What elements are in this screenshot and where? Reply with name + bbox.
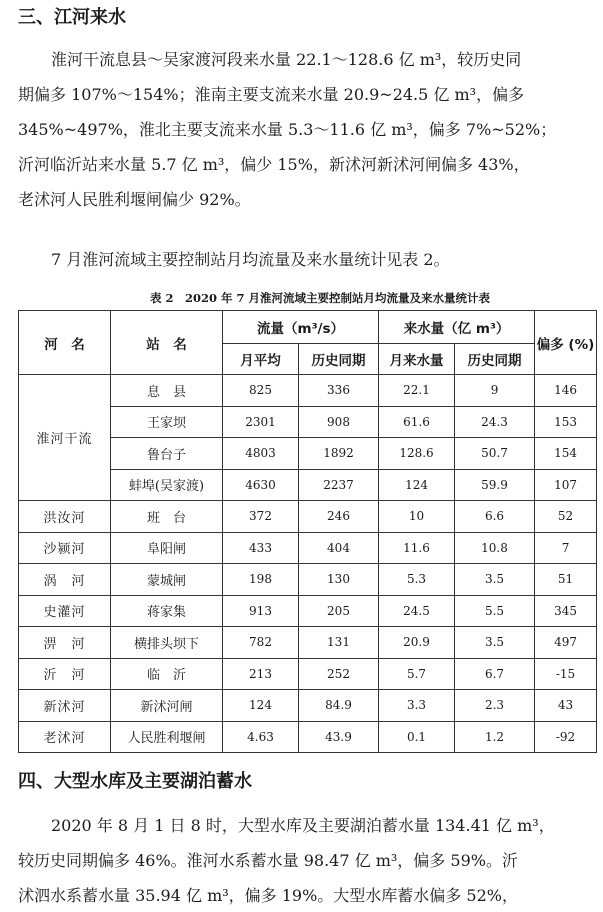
flow-avg-cell: 825: [223, 375, 299, 407]
flow-avg-cell: 913: [223, 595, 299, 627]
table-row: [19, 532, 597, 564]
flow-avg-cell: 124: [223, 690, 299, 722]
deviation-cell: -15: [535, 658, 597, 690]
flow-hist-cell: 908: [299, 406, 379, 438]
flow-avg-cell: 433: [223, 532, 299, 564]
table-row: [19, 564, 597, 596]
deviation-cell: 154: [535, 438, 597, 470]
deviation-cell: -92: [535, 721, 597, 753]
station-cell: 蒙城闸: [111, 564, 223, 596]
flow-avg-cell: 198: [223, 564, 299, 596]
table-header-row: [19, 311, 597, 344]
flow-avg-cell: 4803: [223, 438, 299, 470]
section-4-paragraph: [18, 808, 596, 912]
table-intro-text: 7 月淮河流域主要控制站月均流量及来水量统计见表 2。: [51, 250, 450, 269]
header-station: 站 名: [111, 311, 223, 375]
flow-avg-cell: 4630: [223, 469, 299, 501]
inflow-hist-cell: 6.7: [455, 658, 535, 690]
inflow-month-cell: 22.1: [379, 375, 455, 407]
station-cell: 横排头坝下: [111, 627, 223, 659]
river-name-cell: 新沭河: [19, 690, 111, 722]
header-flow: 流量（m³/s）: [223, 311, 379, 344]
deviation-cell: 345: [535, 595, 597, 627]
table-row: [19, 690, 597, 722]
inflow-hist-cell: 24.3: [455, 406, 535, 438]
paragraph-line: 期偏多 107%～154%；淮南主要支流来水量 20.9~24.5 亿 m³，偏多: [18, 85, 525, 104]
flow-avg-cell: 213: [223, 658, 299, 690]
flow-avg-cell: 372: [223, 501, 299, 533]
paragraph-line: 较历史同期偏多 46%。淮河水系蓄水量 98.47 亿 m³，偏多 59%。沂: [18, 851, 518, 870]
inflow-month-cell: 128.6: [379, 438, 455, 470]
inflow-hist-cell: 5.5: [455, 595, 535, 627]
deviation-cell: 497: [535, 627, 597, 659]
header-flow-avg: 月平均: [223, 344, 299, 375]
inflow-hist-cell: 3.5: [455, 627, 535, 659]
station-cell: 息 县: [111, 375, 223, 407]
station-cell: 班 台: [111, 501, 223, 533]
river-name-cell: 老沭河: [19, 721, 111, 753]
header-river: 河 名: [19, 311, 111, 375]
river-name-cell: 沂 河: [19, 658, 111, 690]
table-row: [19, 375, 597, 407]
paragraph-line: 老沭河人民胜利堰闸偏少 92%。: [18, 190, 251, 209]
table-row: [19, 721, 597, 753]
flow-hist-cell: 131: [299, 627, 379, 659]
river-name-cell: 淠 河: [19, 627, 111, 659]
inflow-hist-cell: 10.8: [455, 532, 535, 564]
inflow-statistics-table: [18, 310, 597, 753]
station-cell: 蒋家集: [111, 595, 223, 627]
inflow-month-cell: 5.7: [379, 658, 455, 690]
inflow-month-cell: 61.6: [379, 406, 455, 438]
paragraph-line: 沭泗水系蓄水量 35.94 亿 m³，偏多 19%。大型水库蓄水偏多 52%，: [18, 886, 518, 905]
header-flow-hist: 历史同期: [299, 344, 379, 375]
inflow-month-cell: 24.5: [379, 595, 455, 627]
inflow-hist-cell: 6.6: [455, 501, 535, 533]
table-row: [19, 627, 597, 659]
station-cell: 人民胜利堰闸: [111, 721, 223, 753]
paragraph-line: 345%~497%，淮北主要支流来水量 5.3～11.6 亿 m³，偏多 7%~52%；: [18, 120, 557, 139]
inflow-month-cell: 20.9: [379, 627, 455, 659]
inflow-hist-cell: 50.7: [455, 438, 535, 470]
station-cell: 临 沂: [111, 658, 223, 690]
deviation-cell: 107: [535, 469, 597, 501]
header-deviation: 偏多 (%): [535, 311, 597, 375]
table-caption: 表 2 2020 年 7 月淮河流域主要控制站月均流量及来水量统计表: [149, 291, 491, 305]
deviation-cell: 43: [535, 690, 597, 722]
deviation-cell: 52: [535, 501, 597, 533]
inflow-hist-cell: 9: [455, 375, 535, 407]
inflow-hist-cell: 1.2: [455, 721, 535, 753]
inflow-hist-cell: 3.5: [455, 564, 535, 596]
deviation-cell: 153: [535, 406, 597, 438]
deviation-cell: 51: [535, 564, 597, 596]
river-name-cell: 洪汝河: [19, 501, 111, 533]
header-inflow-month: 月来水量: [379, 344, 455, 375]
table-row: [19, 658, 597, 690]
river-name-cell: 史灌河: [19, 595, 111, 627]
station-cell: 鲁台子: [111, 438, 223, 470]
flow-avg-cell: 782: [223, 627, 299, 659]
table-row: [19, 595, 597, 627]
flow-hist-cell: 130: [299, 564, 379, 596]
station-cell: 王家坝: [111, 406, 223, 438]
flow-hist-cell: 252: [299, 658, 379, 690]
flow-hist-cell: 246: [299, 501, 379, 533]
flow-hist-cell: 43.9: [299, 721, 379, 753]
station-cell: 蚌埠(吴家渡): [111, 469, 223, 501]
inflow-hist-cell: 2.3: [455, 690, 535, 722]
header-inflow-hist: 历史同期: [455, 344, 535, 375]
inflow-month-cell: 5.3: [379, 564, 455, 596]
station-cell: 新沭河闸: [111, 690, 223, 722]
deviation-cell: 146: [535, 375, 597, 407]
flow-hist-cell: 336: [299, 375, 379, 407]
inflow-month-cell: 0.1: [379, 721, 455, 753]
table-body: [19, 375, 597, 753]
inflow-month-cell: 3.3: [379, 690, 455, 722]
section-3-paragraph: [18, 42, 596, 217]
flow-avg-cell: 4.63: [223, 721, 299, 753]
inflow-month-cell: 124: [379, 469, 455, 501]
flow-hist-cell: 205: [299, 595, 379, 627]
paragraph-line: 淮河干流息县～吴家渡河段来水量 22.1～128.6 亿 m³，较历史同: [51, 50, 522, 69]
river-name-cell: 沙颍河: [19, 532, 111, 564]
inflow-hist-cell: 59.9: [455, 469, 535, 501]
paragraph-line: 沂河临沂站来水量 5.7 亿 m³，偏少 15%，新沭河新沭河闸偏多 43%，: [18, 155, 530, 174]
flow-hist-cell: 84.9: [299, 690, 379, 722]
river-name-cell: 涡 河: [19, 564, 111, 596]
inflow-month-cell: 11.6: [379, 532, 455, 564]
header-inflow: 来水量（亿 m³）: [379, 311, 535, 344]
paragraph-line: 2020 年 8 月 1 日 8 时，大型水库及主要湖泊蓄水量 134.41 亿 m³，: [51, 816, 555, 835]
flow-hist-cell: 1892: [299, 438, 379, 470]
section-3-heading: 三、江河来水: [18, 7, 126, 28]
river-name-cell: 淮河干流: [19, 375, 111, 501]
deviation-cell: 7: [535, 532, 597, 564]
flow-hist-cell: 404: [299, 532, 379, 564]
inflow-month-cell: 10: [379, 501, 455, 533]
flow-hist-cell: 2237: [299, 469, 379, 501]
section-4-heading: 四、大型水库及主要湖泊蓄水: [18, 771, 252, 792]
table-row: [19, 501, 597, 533]
station-cell: 阜阳闸: [111, 532, 223, 564]
flow-avg-cell: 2301: [223, 406, 299, 438]
